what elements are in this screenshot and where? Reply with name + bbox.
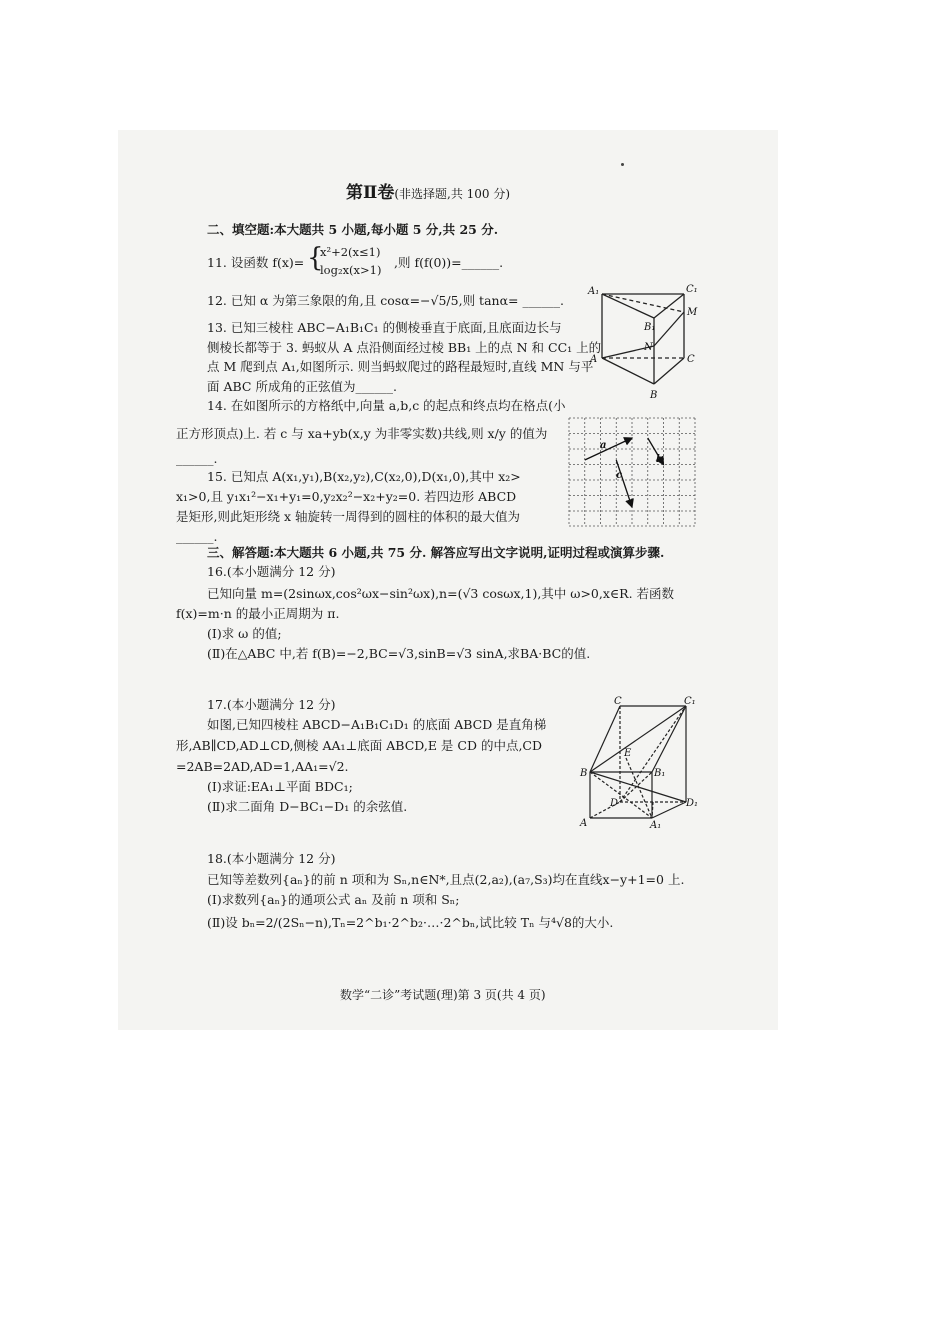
q15-line-2: x₁>0,且 y₁x₁²−x₁+y₁=0,y₂x₂²−x₂+y₂=0. 若四边形 ABCD bbox=[176, 489, 517, 504]
q18-line-2: 已知等差数列{aₙ}的前 n 项和为 Sₙ,n∈N*,且点(2,a₂),(a₇,S₃)均在直线x−y+1=0 上. bbox=[207, 872, 685, 887]
q15-line-1: 15. 已知点 A(x₁,y₁),B(x₂,y₂),C(x₂,0),D(x₁,0),其中 x₂> bbox=[207, 469, 521, 484]
section-heading-fill-in: 二、填空题:本大题共 5 小题,每小题 5 分,共 25 分. bbox=[207, 222, 499, 237]
q16-line-2: 已知向量 m=(2sinωx,cos²ωx−sin²ωx),n=(√3 cosωx,1),其中 ω>0,x∈R. 若函数 bbox=[207, 586, 675, 601]
label-D: D bbox=[610, 798, 619, 809]
q15-line-3: 是矩形,则此矩形绕 x 轴旋转一周得到的圆柱的体积的最大值为 bbox=[176, 509, 520, 524]
q13-line-1: 13. 已知三棱柱 ABC−A₁B₁C₁ 的侧棱垂直于底面,且底面边长与 bbox=[207, 320, 562, 335]
q17-line-6: (Ⅱ)求二面角 D−BC₁−D₁ 的余弦值. bbox=[207, 799, 408, 814]
vector-grid-figure bbox=[567, 416, 697, 528]
label-A1: A₁ bbox=[650, 820, 662, 830]
q14-line-2: 正方形顶点)上. 若 c 与 xa+yb(x,y 为非零实数)共线,则 x/y 的值为 bbox=[176, 426, 548, 441]
q18-line-4: (Ⅱ)设 bₙ=2/(2Sₙ−n),Tₙ=2^b₁·2^b₂·…·2^bₙ,试比较 Tₙ 与⁴√8的大小. bbox=[207, 915, 614, 930]
page-footer: 数学“二诊”考试题(理)第 3 页(共 4 页) bbox=[340, 988, 546, 1002]
label-C: C bbox=[614, 696, 622, 707]
prism-figure bbox=[586, 282, 712, 402]
q16-line-5: (Ⅱ)在△ABC 中,若 f(B)=−2,BC=√3,sinB=√3 sinA,求BA·BC的值. bbox=[207, 646, 591, 661]
q14-line-1: 14. 在如图所示的方格纸中,向量 a,b,c 的起点和终点均在格点(小 bbox=[207, 398, 566, 413]
label-C1: C₁ bbox=[684, 696, 696, 707]
q16-line-1: 16.(本小题满分 12 分) bbox=[207, 564, 336, 579]
q17-line-5: (Ⅰ)求证:EA₁⊥平面 BDC₁; bbox=[207, 779, 353, 794]
label-vector-c: c bbox=[616, 470, 623, 481]
q17-line-3: 形,AB∥CD,AD⊥CD,侧棱 AA₁⊥底面 ABCD,E 是 CD 的中点,CD bbox=[176, 738, 543, 753]
label-E: E bbox=[624, 748, 632, 759]
q13-line-2: 侧棱长都等于 3. 蚂蚁从 A 点沿侧面经过棱 BB₁ 上的点 N 和 CC₁ 上的 bbox=[207, 340, 602, 355]
label-M: M bbox=[687, 307, 698, 318]
quad-prism-figure bbox=[578, 694, 704, 830]
label-C: C bbox=[687, 354, 695, 365]
label-vector-b: b bbox=[656, 454, 663, 465]
label-N: N bbox=[644, 342, 653, 353]
q11-suffix: ,则 f(f(0))=______. bbox=[394, 255, 504, 270]
title-main: 第Ⅱ卷 bbox=[346, 183, 395, 203]
page-title bbox=[346, 184, 510, 203]
q15-line-4: ______. bbox=[176, 529, 218, 544]
q16-line-4: (Ⅰ)求 ω 的值; bbox=[207, 626, 282, 641]
label-D1: D₁ bbox=[686, 798, 699, 809]
label-B1: B₁ bbox=[644, 322, 656, 333]
label-B1: B₁ bbox=[654, 768, 666, 779]
q17-line-4: =2AB=2AD,AD=1,AA₁=√2. bbox=[176, 759, 349, 774]
q11-case-2: log₂x(x>1) bbox=[320, 263, 382, 277]
q12-text: 12. 已知 α 为第三象限的角,且 cosα=−√5/5,则 tanα= ______. bbox=[207, 293, 564, 308]
q11-prefix: 11. 设函数 f(x)= bbox=[207, 255, 305, 270]
q13-line-4: 面 ABC 所成角的正弦值为______. bbox=[207, 379, 397, 394]
q11-brace: { bbox=[307, 243, 324, 273]
label-vector-a: a bbox=[600, 440, 607, 451]
q11-case-1: x²+2(x≤1) bbox=[320, 245, 381, 259]
label-B: B bbox=[580, 768, 588, 779]
label-A: A bbox=[590, 354, 598, 365]
q16-line-3: f(x)=m·n 的最小正周期为 π. bbox=[176, 606, 340, 621]
q13-line-3: 点 M 爬到点 A₁,如图所示. 则当蚂蚁爬过的路程最短时,直线 MN 与平 bbox=[207, 359, 594, 374]
label-A1: A₁ bbox=[588, 286, 600, 297]
vector-c-arrow bbox=[616, 460, 632, 507]
label-C1: C₁ bbox=[686, 284, 698, 295]
section-heading-solutions: 三、解答题:本大题共 6 小题,共 75 分. 解答应写出文字说明,证明过程或演算步骤. bbox=[207, 545, 665, 560]
label-B: B bbox=[650, 390, 658, 401]
title-note: (非选择题,共 100 分) bbox=[394, 187, 511, 201]
q14-line-3: ______. bbox=[176, 451, 218, 466]
q18-line-3: (Ⅰ)求数列{aₙ}的通项公式 aₙ 及前 n 项和 Sₙ; bbox=[207, 892, 460, 907]
scan-speck bbox=[621, 163, 624, 166]
label-A: A bbox=[580, 818, 588, 829]
vector-a-arrow bbox=[585, 438, 632, 460]
q18-line-1: 18.(本小题满分 12 分) bbox=[207, 851, 336, 866]
q17-line-1: 17.(本小题满分 12 分) bbox=[207, 697, 336, 712]
q17-line-2: 如图,已知四棱柱 ABCD−A₁B₁C₁D₁ 的底面 ABCD 是直角梯 bbox=[207, 717, 547, 732]
